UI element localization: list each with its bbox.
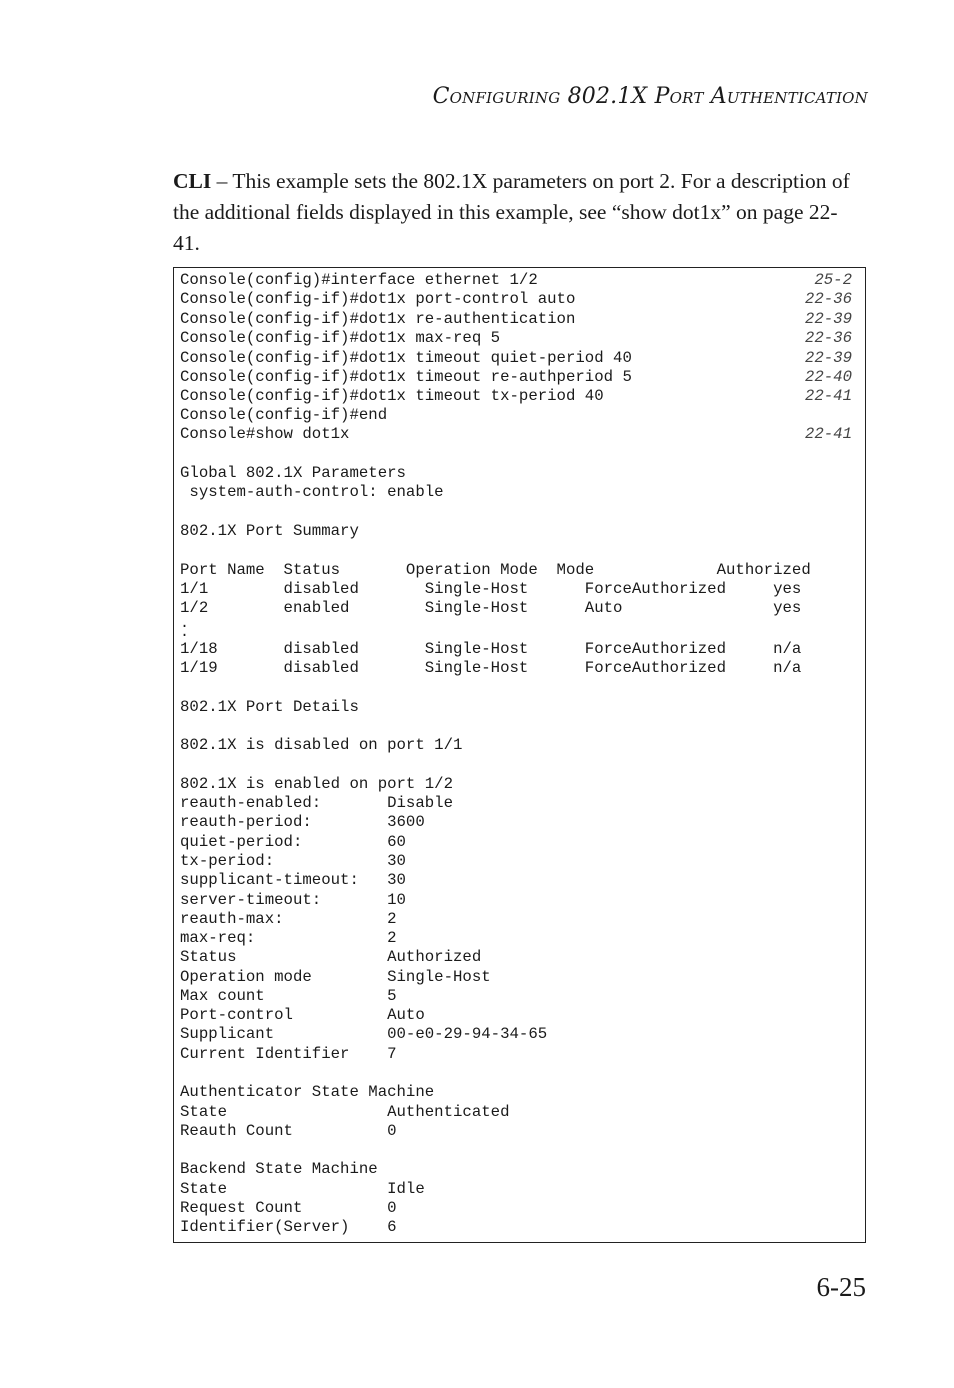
detail-line: reauth-max: 2 bbox=[180, 910, 397, 928]
section-title: Global 802.1X Parameters bbox=[180, 464, 406, 482]
detail-line: Max count 5 bbox=[180, 987, 397, 1005]
command-line: Console(config-if)#dot1x max-req 5 bbox=[180, 329, 501, 347]
command-line: Console(config-if)#dot1x re-authentication bbox=[180, 310, 576, 328]
detail-line: Operation mode Single-Host bbox=[180, 968, 491, 986]
detail-line: quiet-period: 60 bbox=[180, 833, 406, 851]
running-header: Configuring 802.1X Port Authentication bbox=[432, 84, 868, 109]
output-line: 802.1X is disabled on port 1/1 bbox=[180, 736, 463, 754]
page-reference: 22-41 bbox=[804, 387, 852, 405]
page-reference: 22-36 bbox=[804, 290, 852, 308]
detail-line: max-req: 2 bbox=[180, 929, 397, 947]
page-reference: 22-39 bbox=[804, 349, 852, 367]
command-line: Console(config-if)#dot1x timeout tx-period 40 bbox=[180, 387, 604, 405]
command-line: Console(config-if)#dot1x port-control auto bbox=[180, 290, 576, 308]
detail-line: supplicant-timeout: 30 bbox=[180, 871, 406, 889]
page-reference: 22-36 bbox=[804, 329, 852, 347]
summary-row: 1/2 enabled Single-Host Auto yes bbox=[180, 599, 802, 617]
detail-line: State Authenticated bbox=[180, 1103, 510, 1121]
detail-line: Port-control Auto bbox=[180, 1006, 425, 1024]
summary-header: Port Name Status Operation Mode Mode Authorized bbox=[180, 561, 811, 579]
summary-row: 1/19 disabled Single-Host ForceAuthorized n/a bbox=[180, 659, 802, 677]
detail-line: Status Authorized bbox=[180, 948, 482, 966]
command-line: Console(config)#interface ethernet 1/2 bbox=[180, 271, 538, 289]
command-line: Console(config-if)#end bbox=[180, 406, 388, 424]
detail-line: reauth-enabled: Disable bbox=[180, 794, 454, 812]
intro-text: – This example sets the 802.1X parameters on port 2. For a description of the additional fields displayed in this example, see “show dot1x” on page 22-41. bbox=[173, 169, 850, 255]
section-title: 802.1X Port Details bbox=[180, 698, 359, 716]
cli-label: CLI bbox=[173, 169, 212, 193]
page-number: 6-25 bbox=[816, 1272, 866, 1302]
ellipsis: . . bbox=[180, 615, 190, 641]
detail-line: Reauth Count 0 bbox=[180, 1122, 397, 1140]
summary-row: 1/1 disabled Single-Host ForceAuthorized yes bbox=[180, 580, 802, 598]
output-line: 802.1X is enabled on port 1/2 bbox=[180, 775, 454, 793]
page-reference: 22-41 bbox=[804, 425, 852, 443]
detail-line: Supplicant 00-e0-29-94-34-65 bbox=[180, 1025, 548, 1043]
command-line: Console(config-if)#dot1x timeout re-authperiod 5 bbox=[180, 368, 632, 386]
detail-line: State Idle bbox=[180, 1180, 425, 1198]
detail-line: Current Identifier 7 bbox=[180, 1045, 397, 1063]
page-reference: 22-39 bbox=[804, 310, 852, 328]
detail-line: Identifier(Server) 6 bbox=[180, 1218, 397, 1236]
page-reference: 22-40 bbox=[804, 368, 852, 386]
intro-paragraph bbox=[173, 166, 863, 259]
detail-line: tx-period: 30 bbox=[180, 852, 406, 870]
output-line: system-auth-control: enable bbox=[180, 483, 444, 501]
page-reference: 25-2 bbox=[814, 271, 852, 289]
summary-row: 1/18 disabled Single-Host ForceAuthorized n/a bbox=[180, 640, 802, 658]
detail-line: server-timeout: 10 bbox=[180, 891, 406, 909]
section-title: Backend State Machine bbox=[180, 1160, 378, 1178]
detail-line: reauth-period: 3600 bbox=[180, 813, 425, 831]
command-line: Console(config-if)#dot1x timeout quiet-period 40 bbox=[180, 349, 632, 367]
command-line: Console#show dot1x bbox=[180, 425, 350, 443]
section-title: 802.1X Port Summary bbox=[180, 522, 359, 540]
section-title: Authenticator State Machine bbox=[180, 1083, 435, 1101]
cli-example-box bbox=[173, 267, 866, 1243]
detail-line: Request Count 0 bbox=[180, 1199, 397, 1217]
